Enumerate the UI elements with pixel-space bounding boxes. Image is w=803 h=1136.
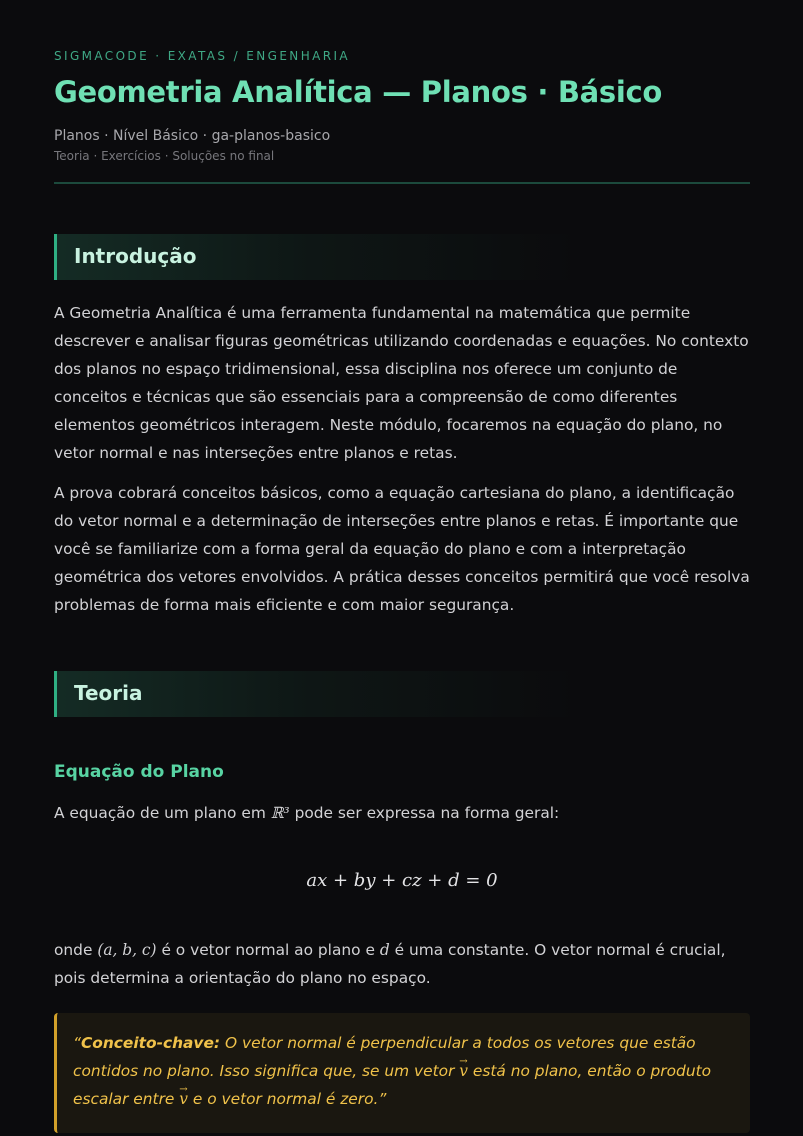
vector-v-symbol: → v bbox=[459, 1057, 468, 1085]
meta-line: Planos · Nível Básico · ga-planos-basico bbox=[54, 128, 331, 144]
subheading-plane-equation: Equação do Plano bbox=[54, 762, 224, 782]
brand-label: SIGMACODE · EXATAS / ENGENHARIA bbox=[54, 49, 351, 63]
callout-text-2: está no plano, então o produto escalar entre bbox=[73, 1062, 712, 1108]
page-title: Geometria Analítica — Planos · Básico bbox=[54, 75, 663, 109]
real-space-symbol: ℝ³ bbox=[270, 804, 290, 822]
callout-open-quote: “ bbox=[73, 1034, 81, 1052]
constant-d: d bbox=[379, 941, 390, 959]
section-heading-theory bbox=[54, 671, 750, 717]
vector-v-symbol-2: → v bbox=[179, 1085, 188, 1113]
section-heading-intro bbox=[54, 234, 750, 280]
theory-after-equation bbox=[54, 936, 750, 992]
intro-paragraph-1: A Geometria Analítica é uma ferramenta fundamental na matemática que permite descrever e analisar figuras geométricas utilizando coordenadas e equações. No contexto dos planos no espaço tridimensional, essa disciplina nos oferece um conjunto de conceitos e técnicas que são essenciais para a compreensão de como diferentes elementos geométricos interagem. Neste módulo, focaremos na equação do plano, no vetor normal e nas interseções entre planos e retas. bbox=[54, 304, 749, 462]
document-content bbox=[54, 0, 750, 1108]
after-eq-text-1: onde bbox=[54, 941, 98, 959]
callout-text bbox=[73, 1029, 732, 1113]
theory-lead-after: pode ser expressa na forma geral: bbox=[289, 804, 560, 822]
after-eq-text-2: é o vetor normal ao plano e bbox=[156, 941, 380, 959]
key-concept-callout bbox=[54, 1013, 750, 1133]
callout-text-1: O vetor normal é perpendicular a todos os vetores que estão contidos no plano. Isso significa que, se um vetor bbox=[73, 1034, 696, 1080]
intro-paragraph-2: A prova cobrará conceitos básicos, como a equação cartesiana do plano, a identificação do vetor normal e a determinação de interseções entre planos e retas. É importante que você se familiarize com a forma geral da equação do plano e com a interpretação geométrica dos vetores envolvidos. A prática desses conceitos permitirá que você resolva problemas de forma mais eficiente e com maior segurança. bbox=[54, 484, 750, 614]
theory-lead-before: A equação de um plano em bbox=[54, 804, 271, 822]
section-heading-theory-label: Teoria bbox=[74, 681, 143, 705]
callout-text-3: e o vetor normal é zero. bbox=[187, 1090, 379, 1108]
sub-meta-line: Teoria · Exercícios · Soluções no final bbox=[54, 149, 275, 163]
document-header bbox=[54, 0, 750, 184]
section-heading-intro-label: Introdução bbox=[74, 244, 197, 268]
callout-close-quote: ” bbox=[378, 1090, 387, 1108]
plane-equation: ax + by + cz + d = 0 bbox=[306, 870, 498, 891]
callout-label: Conceito-chave: bbox=[80, 1034, 221, 1052]
after-eq-text-3: é uma constante. O vetor normal é crucial, pois determina a orientação do plano no espaço. bbox=[54, 941, 726, 987]
theory-lead-paragraph bbox=[54, 799, 750, 827]
normal-vector-components: (a, b, c) bbox=[97, 941, 157, 959]
